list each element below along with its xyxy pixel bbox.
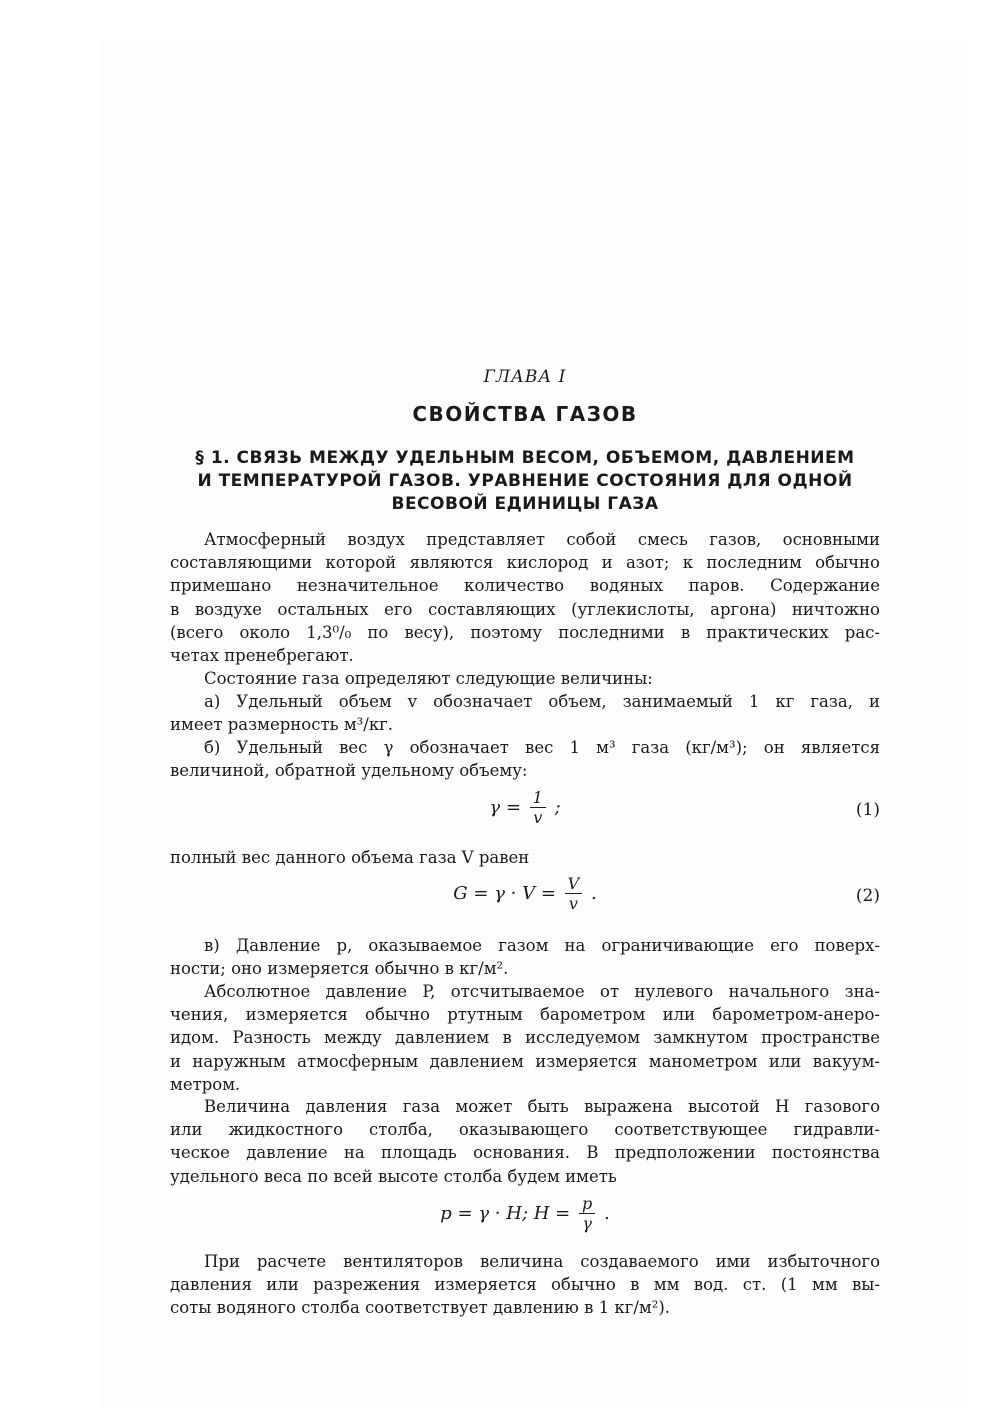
text-line: составляющими которой являются кислород и азот; к последним обычно bbox=[170, 553, 880, 573]
paragraph-pressure bbox=[170, 934, 880, 980]
text-line: четах пренебрегают. bbox=[170, 646, 354, 666]
paragraph-absolute-pressure bbox=[170, 980, 880, 1096]
paragraph-total-weight bbox=[170, 846, 880, 869]
text-line: ности; оно измеряется обычно в кг/м². bbox=[170, 959, 509, 979]
text-line: чения, измеряется обычно ртутным барометром или барометром-анеро- bbox=[170, 1005, 880, 1025]
text-line: в воздухе остальных его составляющих (углекислоты, аргона) ничтожно bbox=[170, 599, 880, 619]
text-line: Величина давления газа может быть выражена высотой H газового bbox=[204, 1097, 880, 1116]
text-line: примешано незначительное количество водяных паров. Содержание bbox=[170, 576, 880, 596]
text-line: Состояние газа определяют следующие величины: bbox=[204, 669, 653, 688]
text-line: удельного веса по всей высоте столба будем иметь bbox=[170, 1166, 617, 1186]
paragraph-fan-pressure bbox=[170, 1250, 880, 1320]
fraction-denominator: γ bbox=[582, 1214, 592, 1233]
equation-number: (2) bbox=[855, 886, 880, 906]
text-line: и наружным атмосферным давлением измеряется манометром или вакуум- bbox=[170, 1051, 880, 1071]
paragraph-specific-weight bbox=[170, 736, 880, 782]
text-line: а) Удельный объем v обозначает объем, занимаемый 1 кг газа, и bbox=[204, 692, 880, 711]
section-title-line: § 1. СВЯЗЬ МЕЖДУ УДЕЛЬНЫМ ВЕСОМ, ОБЪЕМОМ, ДАВЛЕНИЕМ bbox=[195, 448, 855, 468]
paragraph-state-quantities bbox=[170, 667, 880, 690]
formula-lhs: G = γ · V = bbox=[453, 883, 556, 904]
section-title bbox=[170, 447, 880, 516]
formula-tail: ; bbox=[554, 797, 561, 818]
text-line: (всего около 1,3⁰/₀ по весу), поэтому последними в практических рас- bbox=[170, 622, 880, 642]
chapter-title: СВОЙСТВА ГАЗОВ bbox=[412, 402, 638, 426]
text-line: идом. Разность между давлением в исследуемом замкнутом пространстве bbox=[170, 1028, 880, 1048]
text-line: величиной, обратной удельному объему: bbox=[170, 761, 528, 781]
formula-2 bbox=[170, 876, 880, 912]
text-line: или жидкостного столба, оказывающего соответствующее гидравли- bbox=[170, 1120, 880, 1140]
section-title-line: И ТЕМПЕРАТУРОЙ ГАЗОВ. УРАВНЕНИЕ СОСТОЯНИЯ ДЛЯ ОДНОЙ bbox=[197, 471, 853, 491]
paragraph-atmospheric-air bbox=[170, 528, 880, 667]
formula-3 bbox=[170, 1196, 880, 1232]
formula-lhs: p = γ · H; H = bbox=[440, 1203, 571, 1224]
text-line: соты водяного столба соответствует давлению в 1 кг/м²). bbox=[170, 1298, 671, 1318]
text-line: имеет размерность м³/кг. bbox=[170, 715, 394, 735]
paragraph-column-height bbox=[170, 1095, 880, 1188]
formula-fraction bbox=[530, 790, 546, 826]
text-line: ческое давление на площадь основания. В предположении постоянства bbox=[170, 1143, 880, 1163]
formula-tail: . bbox=[603, 1203, 610, 1224]
paragraph-specific-volume bbox=[170, 690, 880, 736]
chapter-label: ГЛАВА I bbox=[483, 367, 567, 387]
text-line: в) Давление p, оказываемое газом на ограничивающие его поверх- bbox=[204, 936, 880, 955]
formula-lhs: γ = bbox=[489, 797, 521, 818]
text-line: При расчете вентиляторов величина создаваемого ими избыточного bbox=[204, 1252, 880, 1271]
text-line: давления или разрежения измеряется обычно в мм вод. ст. (1 мм вы- bbox=[170, 1275, 880, 1295]
fraction-numerator: p bbox=[579, 1196, 595, 1214]
text-line: б) Удельный вес γ обозначает вес 1 м³ газа (кг/м³); он является bbox=[204, 738, 880, 757]
text-line: Атмосферный воздух представляет собой смесь газов, основными bbox=[204, 530, 880, 549]
formula-fraction bbox=[579, 1196, 595, 1232]
fraction-denominator: v bbox=[533, 808, 543, 827]
fraction-denominator: v bbox=[568, 894, 578, 913]
equation-number: (1) bbox=[855, 800, 880, 820]
text-line: полный вес данного объема газа V равен bbox=[170, 848, 530, 867]
formula-1 bbox=[170, 790, 880, 826]
text-line: Абсолютное давление P, отсчитываемое от нулевого начального зна- bbox=[204, 982, 880, 1001]
formula-tail: . bbox=[590, 883, 597, 904]
fraction-numerator: V bbox=[565, 876, 583, 894]
text-line: метром. bbox=[170, 1074, 241, 1094]
fraction-numerator: 1 bbox=[530, 790, 546, 808]
section-title-line: ВЕСОВОЙ ЕДИНИЦЫ ГАЗА bbox=[391, 494, 659, 514]
formula-fraction bbox=[565, 876, 583, 912]
